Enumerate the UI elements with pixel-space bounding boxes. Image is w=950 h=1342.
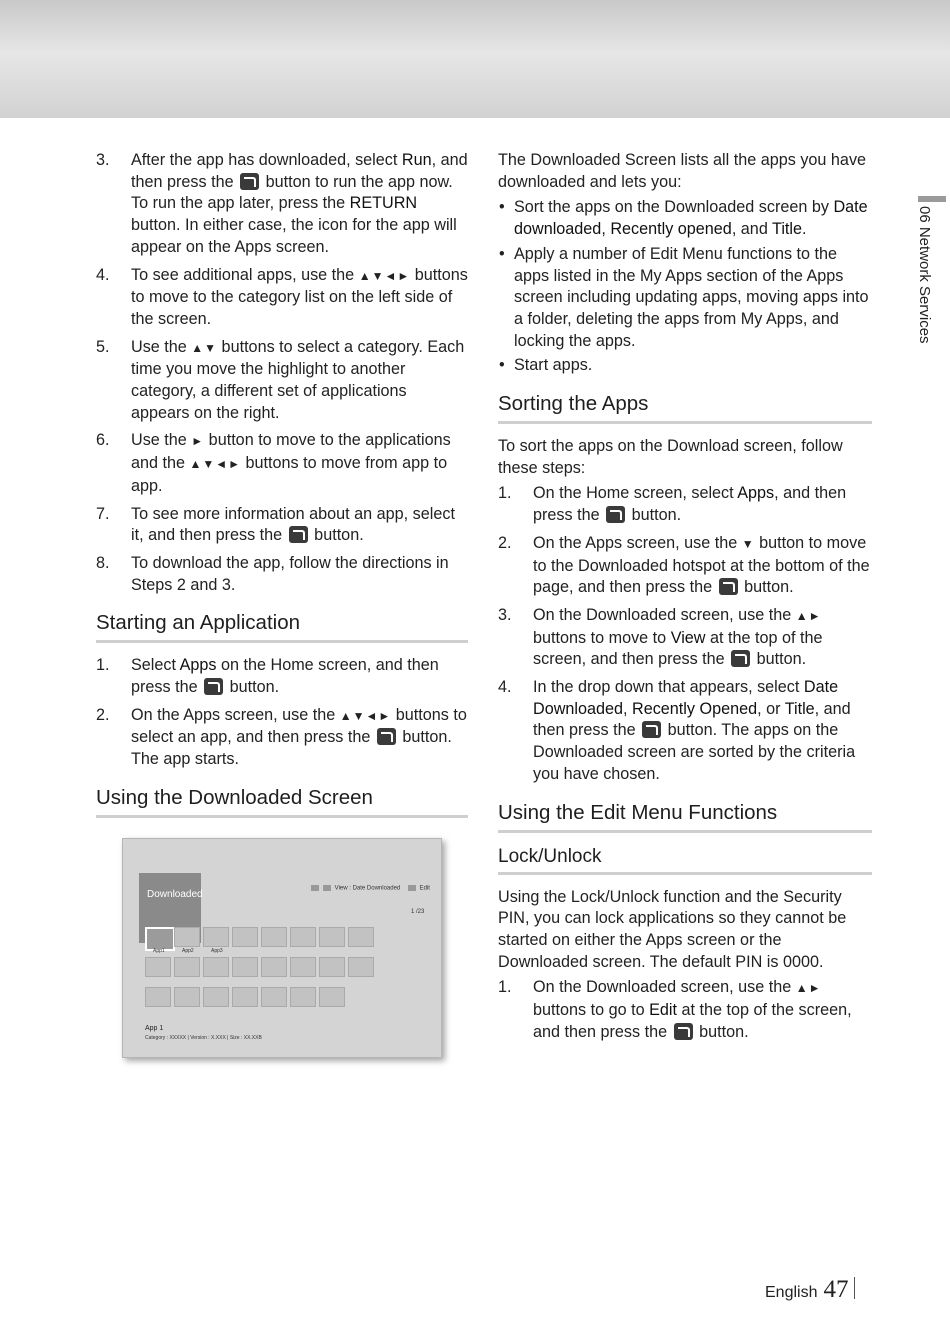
step-number: 4.	[498, 678, 512, 697]
bold-term: Recently opened	[610, 220, 732, 239]
enter-button-icon	[674, 1023, 693, 1040]
heading-downloaded-screen: Using the Downloaded Screen	[96, 785, 468, 818]
app-tile-label: App3	[211, 948, 223, 954]
arrow-buttons-icon: ►	[191, 434, 205, 449]
figure-toolbar	[309, 885, 430, 892]
app-meta: Category : XXXXX | Version : X.XXX | Size : XX.XXB	[145, 1035, 262, 1041]
downloaded-screen-figure	[122, 838, 442, 1058]
app-tile	[174, 987, 200, 1007]
view-icon	[323, 885, 331, 891]
bullet-dot: •	[499, 198, 505, 217]
step-number: 5.	[96, 337, 110, 356]
page-number: 47	[823, 1276, 849, 1303]
arrow-buttons-icon: ▲▼	[191, 340, 218, 355]
downloaded-bullets	[498, 197, 872, 377]
step-item: 8. To download the app, follow the directions in Steps 2 and 3.	[96, 553, 449, 594]
step-item: 5. Use the ▲▼ buttons to select a category. Each time you move the highlight to another category, a different set of applications appears on the right.	[96, 337, 465, 422]
right-column	[498, 150, 872, 1050]
bold-term: Date Downloaded	[533, 678, 839, 718]
app-tile	[290, 987, 316, 1007]
step-item: 1. On the Home screen, select Apps, and then press the button.	[498, 484, 847, 525]
step-item: 3. After the app has downloaded, select Run, and then press the button to run the app now. To run the app later, press the RETURN button. In either case, the icon for the app will appear on the Apps screen.	[96, 151, 468, 256]
app-tile	[232, 987, 258, 1007]
step-item: 2. On the Apps screen, use the ▲▼◄► buttons to select an app, and then press the button. The app starts.	[96, 705, 467, 769]
bold-term: Edit	[649, 1001, 678, 1020]
app-tile	[290, 957, 316, 977]
footer-language: English	[765, 1284, 818, 1301]
enter-button-icon	[731, 650, 750, 667]
enter-button-icon	[719, 578, 738, 595]
step-item: 4. In the drop down that appears, select Date Downloaded, Recently Opened, or Title, and then press the button. The apps on the Downloaded screen are sorted by the criteria you have chosen.	[498, 678, 856, 783]
bold-term: Recently Opened	[632, 699, 758, 718]
side-tab-label: 06 Network Services	[916, 206, 933, 344]
side-tab-bar	[918, 196, 946, 202]
edit-icon	[408, 885, 416, 891]
lock-intro: Using the Lock/Unlock function and the Security PIN, you can lock applications so they cannot be started on either the Apps screen or the Downloaded screen. The default PIN is 0000.	[498, 887, 847, 971]
heading-edit-menu: Using the Edit Menu Functions	[498, 800, 872, 833]
bullet-dot: •	[499, 244, 505, 263]
bullet-item: • Sort the apps on the Downloaded screen by Date downloaded, Recently opened, and Title.	[499, 198, 868, 239]
app-tile	[290, 927, 316, 947]
app-tile-label: App2	[182, 948, 194, 954]
app-tile	[203, 927, 229, 947]
step-number: 1.	[96, 656, 110, 675]
enter-button-icon	[289, 526, 308, 543]
downloaded-tab: Downloaded	[139, 873, 201, 943]
step-number: 7.	[96, 504, 110, 523]
app-tile	[261, 927, 287, 947]
app-tile	[174, 957, 200, 977]
bold-term: View	[670, 628, 706, 647]
bold-term: Title	[772, 220, 803, 239]
step-item: 6. Use the ► button to move to the applications and the ▲▼◄► buttons to move from app to app.	[96, 431, 451, 495]
enter-button-icon	[377, 728, 396, 745]
bullet-dot: •	[499, 356, 505, 375]
step-number: 2.	[498, 533, 512, 552]
page-count: 1 /23	[411, 909, 425, 915]
header-band	[0, 0, 950, 118]
step-number: 2.	[96, 705, 110, 724]
app-tile	[145, 987, 171, 1007]
app-tile	[145, 957, 171, 977]
heading-sorting-apps: Sorting the Apps	[498, 391, 872, 424]
arrow-buttons-icon: ▲▼◄►	[358, 268, 411, 283]
step-number: 4.	[96, 265, 110, 284]
step-item: 1. Select Apps on the Home screen, and then press the button.	[96, 656, 439, 697]
step-number: 3.	[498, 605, 512, 624]
step-number: 1.	[498, 484, 512, 503]
left-column	[96, 150, 468, 830]
arrow-buttons-icon: ▲▼◄►	[189, 457, 242, 472]
app-tile	[319, 957, 345, 977]
app-name: App 1	[145, 1025, 164, 1032]
app-tile-label: App1	[153, 948, 165, 954]
app-tile	[319, 987, 345, 1007]
enter-button-icon	[204, 678, 223, 695]
bold-term: Apps	[737, 484, 775, 503]
bullet-item: • Start apps.	[498, 355, 872, 377]
step-item: 4. To see additional apps, use the ▲▼◄► buttons to move to the category list on the left side of the screen.	[96, 265, 468, 328]
arrow-buttons-icon: ▲▼◄►	[339, 708, 392, 723]
sorting-steps-list	[498, 483, 872, 785]
step-number: 1.	[498, 978, 512, 997]
heading-starting-application: Starting an Application	[96, 610, 468, 643]
app-tile	[232, 957, 258, 977]
arrow-buttons-icon: ▲►	[795, 981, 822, 996]
step-item: 7. To see more information about an app, select it, and then press the button.	[96, 504, 455, 545]
edit-label: Edit	[419, 885, 430, 892]
app-tile	[348, 957, 374, 977]
app-tile	[261, 987, 287, 1007]
arrow-buttons-icon: ▲►	[795, 608, 822, 623]
app-tile	[203, 987, 229, 1007]
bold-term: Apps	[179, 656, 217, 675]
steps-list-apps	[96, 150, 468, 596]
enter-button-icon	[642, 721, 661, 738]
app-tile	[319, 927, 345, 947]
app-tile	[348, 927, 374, 947]
step-number: 6.	[96, 431, 110, 450]
footer-divider	[854, 1277, 855, 1299]
steps-list-starting	[96, 655, 468, 771]
bold-term: Date downloaded	[514, 198, 868, 239]
step-item: 3. On the Downloaded screen, use the ▲► buttons to move to View at the top of the screen, and then press the button.	[498, 605, 823, 669]
step-item: 2. On the Apps screen, use the ▼ button to move to the Downloaded hotspot at the bottom of the page, and then press the button.	[498, 533, 870, 597]
bullet-item: • Apply a number of Edit Menu functions to the apps listed in the My Apps section of the Apps screen including updating apps, moving apps into a folder, deleting the apps from My Apps, and locking the apps.	[499, 244, 869, 350]
enter-button-icon	[606, 506, 625, 523]
heading-lock-unlock: Lock/Unlock	[498, 845, 872, 875]
bold-term: RETURN	[349, 194, 418, 213]
step-number: 3.	[96, 151, 110, 169]
step-number: 8.	[96, 553, 110, 572]
app-tile	[261, 957, 287, 977]
app-tile	[203, 957, 229, 977]
downloaded-intro: The Downloaded Screen lists all the apps you have downloaded and lets you:	[498, 151, 867, 191]
view-label: View : Date Downloaded	[334, 885, 401, 892]
bold-term: Title	[784, 699, 815, 718]
step-item: 1. On the Downloaded screen, use the ▲► buttons to go to Edit at the top of the screen, and then press the button.	[498, 978, 852, 1041]
lock-steps-list	[498, 977, 872, 1043]
page-footer	[765, 1276, 855, 1304]
bold-term: Run	[401, 151, 432, 169]
arrow-buttons-icon: ▼	[741, 536, 755, 551]
user-icon	[311, 885, 319, 891]
app-tile	[232, 927, 258, 947]
enter-button-icon	[240, 173, 259, 190]
sorting-intro: To sort the apps on the Download screen, follow these steps:	[498, 437, 843, 477]
app-tile	[174, 927, 200, 947]
